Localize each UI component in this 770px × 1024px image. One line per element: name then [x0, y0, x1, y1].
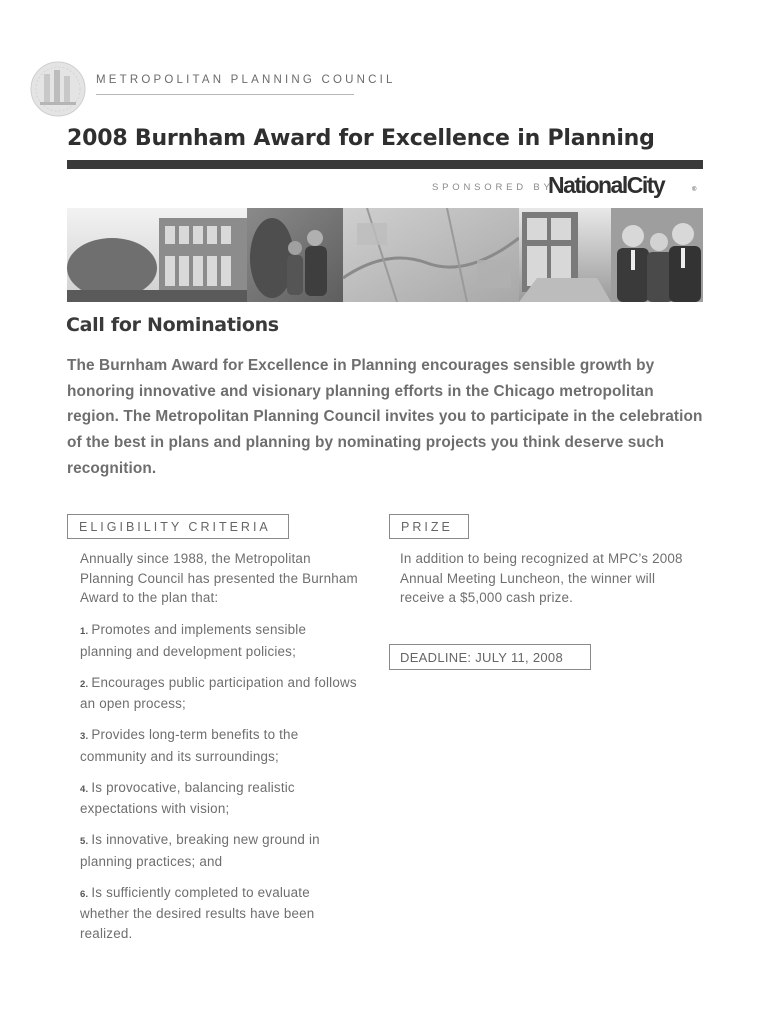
- title-rule: [67, 160, 703, 169]
- photo-strip: [67, 208, 703, 302]
- list-item: [80, 778, 360, 819]
- criteria-text: Is sufficiently completed to evaluate whether the desired results have been realized.: [80, 884, 315, 941]
- people-outdoors-photo: [247, 208, 343, 302]
- call-for-nominations-heading: Call for Nominations: [66, 314, 279, 336]
- aerial-map-photo: [343, 208, 519, 302]
- building-with-trees-photo: [67, 208, 247, 302]
- criteria-text: Promotes and implements sensible planning and development policies;: [80, 622, 307, 659]
- prize-description: In addition to being recognized at MPC’s 2008 Annual Meeting Luncheon, the winner will receive a $5,000 cash prize.: [400, 551, 683, 605]
- criteria-number: 6.: [80, 888, 89, 900]
- criteria-number: 4.: [80, 783, 89, 795]
- list-item: [80, 830, 360, 871]
- registered-mark: ®: [692, 187, 697, 193]
- page-title: 2008 Burnham Award for Excellence in Planning: [67, 126, 655, 151]
- storefront-street-photo: [519, 208, 611, 302]
- criteria-text: Is provocative, balancing realistic expectations with vision;: [80, 779, 295, 817]
- list-item: [80, 725, 360, 766]
- mpc-logo-icon: [30, 58, 90, 120]
- criteria-text: Provides long-term benefits to the community and its surroundings;: [80, 727, 299, 764]
- criteria-list: [80, 620, 360, 955]
- deadline-label: DEADLINE: JULY 11, 2008: [389, 644, 591, 670]
- list-item: [80, 673, 360, 714]
- criteria-number: 3.: [80, 731, 89, 743]
- list-item: [80, 883, 360, 944]
- intro-paragraph: The Burnham Award for Excellence in Planning encourages sensible growth by honoring innovative and visionary planning efforts in the Chicago metropolitan region. The Metropolitan Planning Council invites you to participate in the celebration of the best in plans and planning by nominating projects you think deserve such recognition.: [67, 357, 703, 477]
- sponsored-by-label: SPONSORED BY: [432, 182, 554, 193]
- criteria-number: 5.: [80, 836, 89, 848]
- criteria-number: 2.: [80, 678, 89, 690]
- criteria-text: Is innovative, breaking new ground in planning practices; and: [80, 832, 320, 869]
- award-recipients-photo: [611, 208, 703, 302]
- list-item: [80, 620, 360, 661]
- org-name: METROPOLITAN PLANNING COUNCIL: [96, 74, 396, 86]
- org-divider: [96, 94, 354, 95]
- criteria-number: 1.: [80, 626, 89, 637]
- sponsor-logo: NationalCity: [548, 172, 665, 198]
- eligibility-criteria-label: ELIGIBILITY CRITERIA: [67, 514, 289, 539]
- eligibility-intro: Annually since 1988, the Metropolitan Planning Council has presented the Burnham Award to the plan that:: [80, 551, 358, 605]
- prize-label: PRIZE: [389, 514, 469, 539]
- criteria-text: Encourages public participation and follows an open process;: [80, 674, 357, 712]
